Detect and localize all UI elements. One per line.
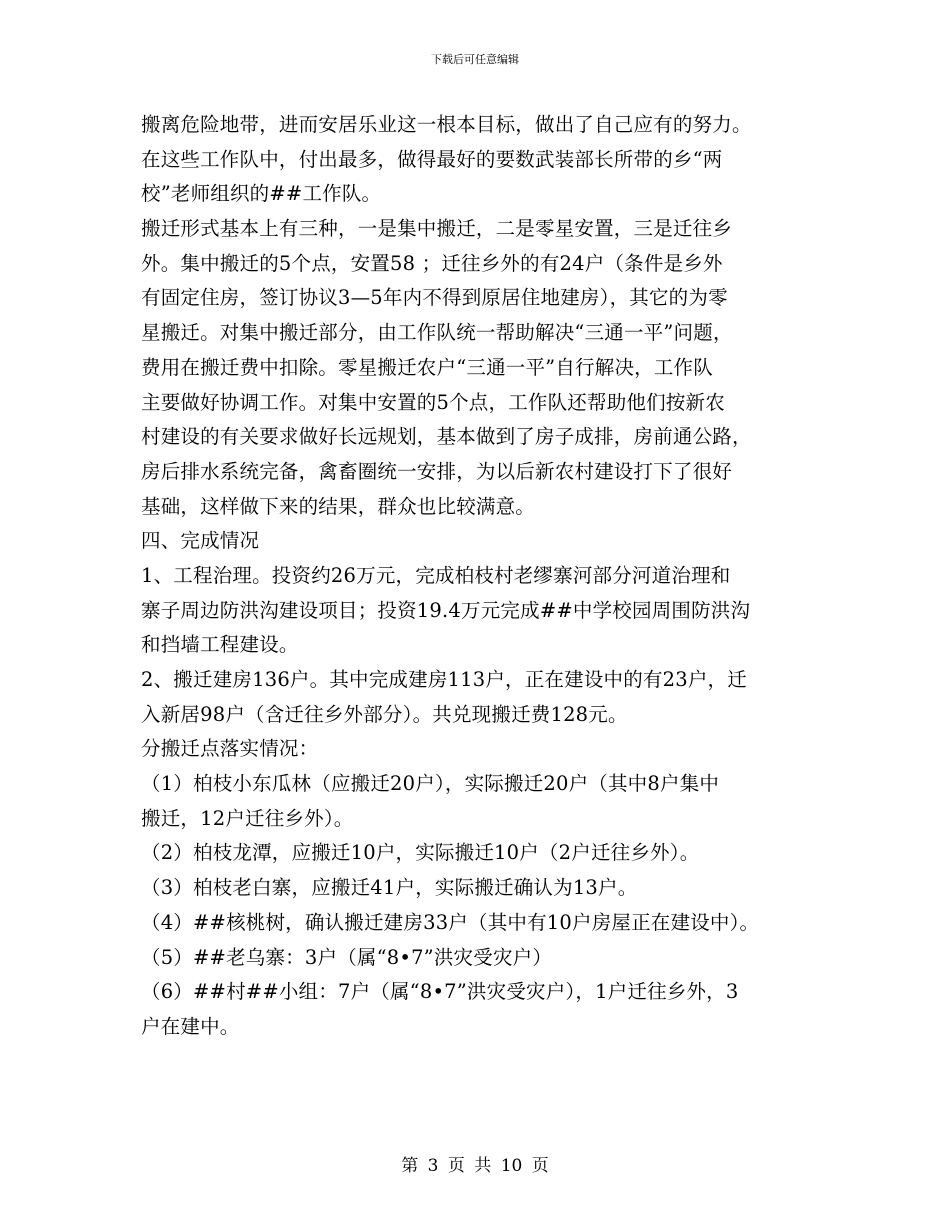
body-line: 外。集中搬迁的5个点，安置58 ；迁往乡外的有24户（条件是乡外 (141, 251, 723, 275)
list-item: （1）柏枝小东瓜林（应搬迁20户），实际搬迁20户（其中8户集中 (141, 772, 720, 796)
body-line: 校”老师组织的##工作队。 (141, 182, 382, 206)
body-line: 入新居98户（含迁往乡外部分）。共兑现搬迁费128元。 (141, 702, 628, 726)
list-item: （5）##老乌寨：3户（属“8•7”洪灾受灾户） (141, 945, 553, 969)
body-line: 在这些工作队中，付出最多，做得最好的要数武装部长所带的乡“两 (141, 147, 723, 171)
body-line: 搬迁形式基本上有三种，一是集中搬迁，二是零星安置，三是迁往乡 (141, 217, 733, 241)
body-line: 寨子周边防洪沟建设项目；投资19.4万元完成##中学校园周围防洪沟 (141, 598, 751, 622)
body-line: 分搬迁点落实情况： (141, 737, 319, 761)
body-line: 有固定住房，签订协议3—5年内不得到原居住地建房），其它的为零 (141, 286, 728, 310)
list-item: 户在建中。 (141, 1014, 240, 1038)
body-line: 星搬迁。对集中搬迁部分，由工作队统一帮助解决“三通一平”问题， (141, 321, 733, 345)
page-number-footer: 第 3 页 共 10 页 (401, 1156, 549, 1176)
body-line: 搬离危险地带，进而安居乐业这一根本目标，做出了自己应有的努力。 (141, 113, 752, 136)
body-line: 2、搬迁建房136户。其中完成建房113户，正在建设中的有23户，迁 (141, 668, 747, 691)
body-line: 1、工程治理。投资约26万元，完成柏枝村老缪寨河部分河道治理和 (141, 563, 731, 587)
list-item: （4）##核桃树，确认搬迁建房33户（其中有10户房屋正在建设中）。 (141, 910, 760, 934)
body-line: 房后排水系统完备，禽畜圈统一安排，为以后新农村建设打下了很好 (141, 459, 733, 483)
list-item: 搬迁，12户迁往乡外）。 (141, 806, 354, 830)
body-line: 和挡墙工程建设。 (141, 633, 299, 657)
body-line: 主要做好协调工作。对集中安置的5个点，工作队还帮助他们按新农 (141, 390, 725, 414)
body-line: 费用在搬迁费中扣除。零星搬迁农户“三通一平”自行解决，工作队 (141, 355, 713, 379)
section-heading: 四、完成情况 (141, 529, 260, 553)
list-item: （3）柏枝老白寨，应搬迁41户，实际搬迁确认为13户。 (141, 876, 638, 900)
list-item: （6）##村##小组：7户（属“8•7”洪灾受灾户），1户迁往乡外，3 (141, 980, 739, 1004)
body-line: 基础，这样做下来的结果，群众也比较满意。 (141, 494, 536, 518)
page-header: 下载后可任意编辑 (431, 53, 519, 66)
list-item: （2）柏枝龙潭，应搬迁10户，实际搬迁10户（2户迁往乡外）。 (141, 841, 700, 865)
body-line: 村建设的有关要求做好长远规划，基本做到了房子成排，房前通公路， (141, 425, 752, 449)
document-body (141, 108, 821, 1045)
